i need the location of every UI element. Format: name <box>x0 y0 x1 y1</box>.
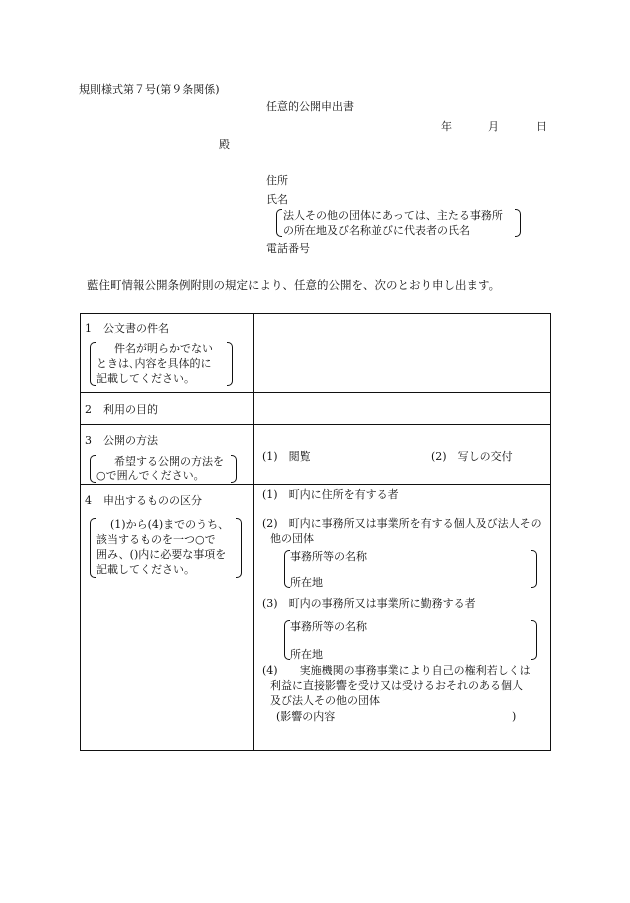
phone-label: 電話番号 <box>266 242 310 255</box>
office-bracket-right <box>531 550 537 588</box>
category-item-4-line2: 利益に直接影響を受け又は受けるおそれのある個人 <box>270 679 523 692</box>
row-category-label: 4 申出するものの区分 <box>85 494 202 507</box>
form-title: 任意的公開申出書 <box>266 100 354 113</box>
date-day-label: 日 <box>536 120 547 133</box>
applicant-note-bracket-right <box>515 209 521 237</box>
row-document-title-note-line2: ときは､内容を具体的に <box>96 357 212 370</box>
column-divider <box>253 314 254 750</box>
category-item-4-line1: (4) 実施機関の事務事業により自己の権利若しくは <box>262 664 531 677</box>
category-item-2-line1: (2) 町内に事務所又は事業所を有する個人及び法人その <box>262 517 542 530</box>
request-form-table <box>80 313 551 751</box>
note-bracket-right <box>231 455 237 483</box>
category-item-1: (1) 町内に住所を有する者 <box>262 488 399 501</box>
category-item-2-office-name: 事務所等の名称 <box>290 550 367 563</box>
row-method-note-line2: ○で囲んでください。 <box>96 469 205 482</box>
row-divider <box>81 392 550 393</box>
form-number: 規則様式第７号(第９条関係) <box>79 83 220 96</box>
note-bracket-right <box>236 518 242 578</box>
category-item-3-location: 所在地 <box>290 648 323 661</box>
category-item-4-line3: 及び法人その他の団体 <box>270 694 380 707</box>
category-item-2-location: 所在地 <box>290 576 323 589</box>
row-document-title-note-line3: 記載してください。 <box>96 372 195 385</box>
applicant-note-bracket-left <box>276 209 282 237</box>
row-category-note-line3: 囲み、()内に必要な事項を <box>96 548 227 561</box>
row-document-title-label: 1 公文書の件名 <box>85 322 169 335</box>
category-item-4-impact-open: (影響の内容 <box>276 710 336 723</box>
row-category-note-line1: (1)から(4)までのうち、 <box>110 518 230 531</box>
row-divider <box>81 424 550 425</box>
category-item-2-line2: 他の団体 <box>270 532 314 545</box>
row-category-note-line2: 該当するものを一つ○で <box>96 533 216 546</box>
address-label: 住所 <box>266 174 288 187</box>
row-purpose-label: 2 利用の目的 <box>85 403 158 416</box>
category-item-3-office-name: 事務所等の名称 <box>290 620 367 633</box>
addressee-honorific: 殿 <box>219 138 230 151</box>
intro-text: 藍住町情報公開条例附則の規定により、任意的公開を、次のとおり申し出ます。 <box>87 278 501 292</box>
row-category-note-line4: 記載してください。 <box>96 563 195 576</box>
date-month-label: 月 <box>488 120 499 133</box>
applicant-note-line2: の所在地及び名称並びに代表者の氏名 <box>283 224 470 237</box>
method-option-view: (1) 閲覧 <box>262 450 311 463</box>
note-bracket-right <box>227 342 233 386</box>
office-bracket-right <box>531 620 537 660</box>
method-option-copy: (2) 写しの交付 <box>431 450 513 463</box>
row-method-note-line1: 希望する公開の方法を <box>114 455 224 468</box>
applicant-note-line1: 法人その他の団体にあっては、主たる事務所 <box>283 209 503 222</box>
category-item-4-impact-close: ) <box>512 710 517 723</box>
category-item-3: (3) 町内の事務所又は事業所に勤務する者 <box>262 597 476 610</box>
row-document-title-note-line1: 件名が明らかでない <box>114 342 213 355</box>
row-method-label: 3 公開の方法 <box>85 434 158 447</box>
date-year-label: 年 <box>441 120 452 133</box>
row-divider <box>81 484 550 485</box>
name-label: 氏名 <box>266 193 288 206</box>
